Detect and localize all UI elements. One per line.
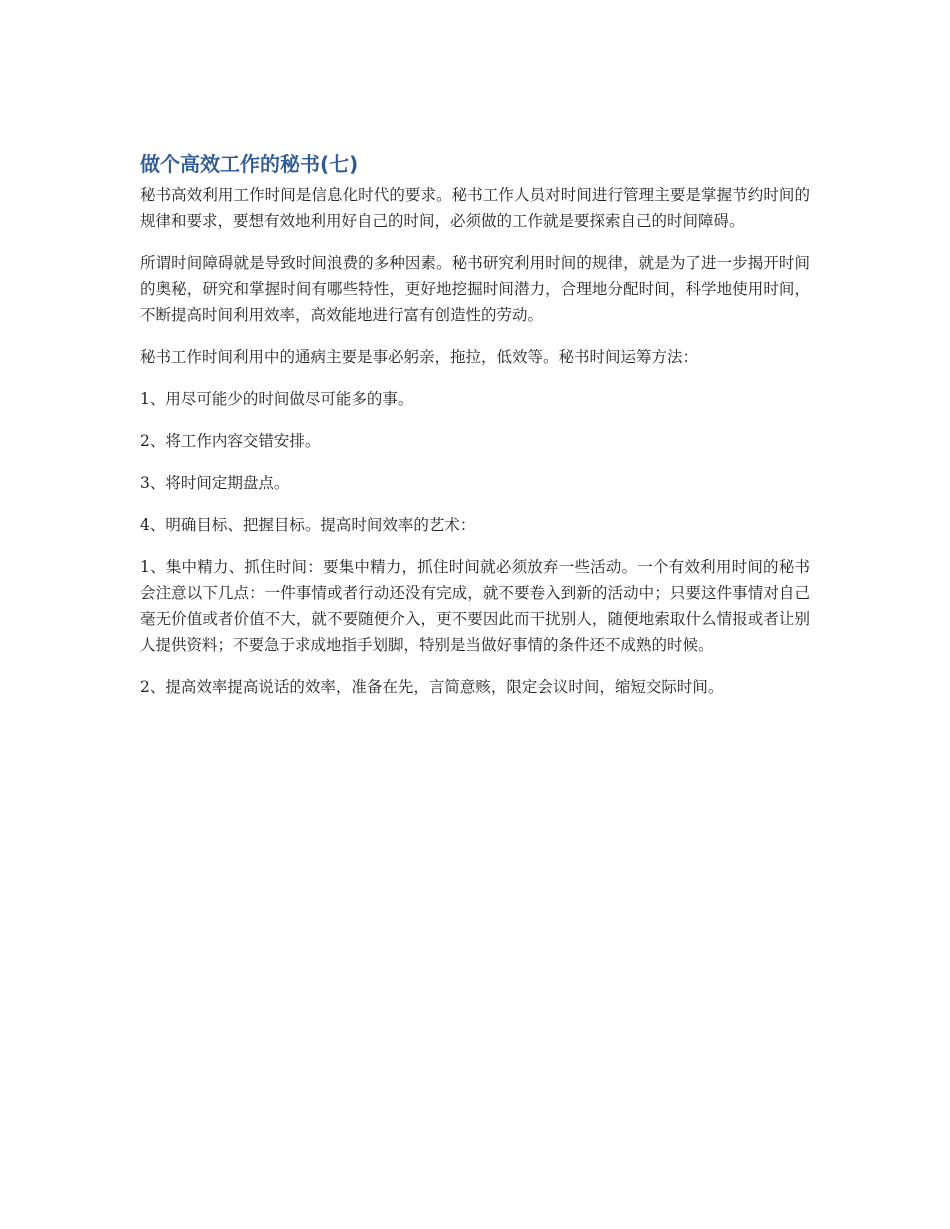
list-item-art-2: 2、提高效率提高说话的效率，准备在先，言简意赅，限定会议时间，缩短交际时间。 [140, 678, 724, 696]
paragraph-common-problems: 秘书工作时间利用中的通病主要是事必躬亲，拖拉，低效等。秘书时间运筹方法： [140, 348, 699, 366]
list-item-method-3: 3、将时间定期盘点。 [140, 474, 290, 492]
document-page [140, 150, 810, 716]
list-item-art-1: 1、集中精力、抓住时间：要集中精力，抓住时间就必须放弃一些活动。一个有效利用时间的秘书会注意以下几点：一件事情或者行动还没有完成，就不要卷入到新的活动中；只要这件事情对自己毫无价值或者价值不大，就不要随便介入，更不要因此而干扰别人，随便地索取什么情报或者让别人提供资料；不要急于求成地指手划脚，特别是当做好事情的条件还不成熟的时候。 [140, 558, 810, 654]
paragraph-intro: 秘书高效利用工作时间是信息化时代的要求。秘书工作人员对时间进行管理主要是掌握节约时间的规律和要求，要想有效地利用好自己的时间，必须做的工作就是要探索自己的时间障碍。 [140, 186, 810, 230]
list-item-method-4: 4、明确目标、把握目标。提高时间效率的艺术： [140, 516, 476, 534]
list-item-method-1: 1、用尽可能少的时间做尽可能多的事。 [140, 390, 414, 408]
document-title: 做个高效工作的秘书(七) [140, 152, 359, 176]
list-item-method-2: 2、将工作内容交错安排。 [140, 432, 321, 450]
paragraph-time-obstacles: 所谓时间障碍就是导致时间浪费的多种因素。秘书研究利用时间的规律，就是为了进一步揭开时间的奥秘，研究和掌握时间有哪些特性，更好地挖掘时间潜力，合理地分配时间，科学地使用时间，不断提高时间利用效率，高效能地进行富有创造性的劳动。 [140, 254, 810, 324]
